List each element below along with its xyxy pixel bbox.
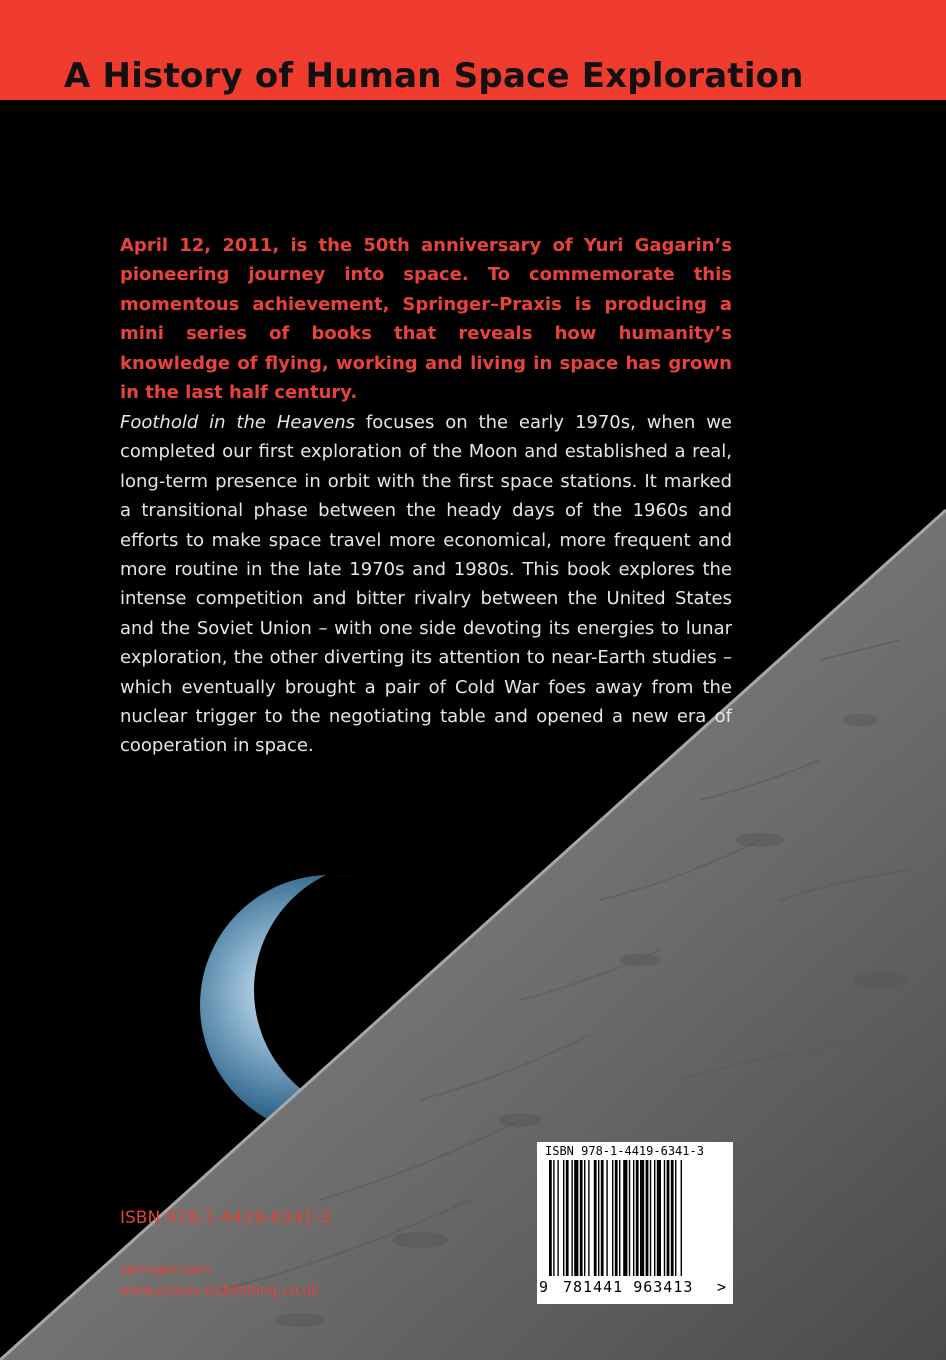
barcode-digits: 781441 963413 bbox=[563, 1278, 694, 1296]
barcode-bar bbox=[675, 1160, 676, 1276]
barcode-bar bbox=[584, 1160, 585, 1276]
series-title: A History of Human Space Exploration bbox=[64, 56, 804, 96]
description-text: focuses on the early 1970s, when we completed our first exploration of the Moon and established a real, long-term presence in orbit with the first space stations. It marked a transitional phase between the heady days of the 1960s and efforts to make space travel more economical, more frequent and more routine in the late 1970s and 1980s. This book explores the intense competition and bitter rivalry between the United States and the Soviet Union – with one side devoting its energies to lunar exploration, the other diverting its attention to near-Earth studies – which eventually brought a pair of Cold War foes away from the nuclear trigger to the negotiating table and opened a new era of cooperation in space. bbox=[120, 412, 732, 757]
description-paragraph bbox=[120, 408, 732, 761]
barcode-bar bbox=[646, 1160, 649, 1276]
barcode-bar bbox=[571, 1160, 572, 1276]
barcode-bar bbox=[629, 1160, 630, 1276]
barcode-bar bbox=[667, 1160, 670, 1276]
barcode-bar bbox=[574, 1160, 578, 1276]
barcode-bar bbox=[681, 1160, 682, 1276]
barcode-bar bbox=[633, 1160, 634, 1276]
barcode-bar bbox=[553, 1160, 554, 1276]
barcode-bar bbox=[671, 1160, 674, 1276]
barcode-bar bbox=[557, 1160, 558, 1276]
barcode-bar bbox=[601, 1160, 604, 1276]
barcode-bar bbox=[612, 1160, 613, 1276]
barcode-bar bbox=[623, 1160, 627, 1276]
publisher-url-praxis: www.praxis-publishing.co.uk bbox=[120, 1283, 320, 1299]
barcode-bar bbox=[619, 1160, 620, 1276]
barcode-bar bbox=[640, 1160, 644, 1276]
barcode-bar bbox=[549, 1160, 552, 1276]
barcode-bar bbox=[580, 1160, 583, 1276]
barcode-bar bbox=[650, 1160, 651, 1276]
barcode-label: ISBN 978-1-4419-6341-3 bbox=[545, 1144, 704, 1158]
barcode-bar bbox=[594, 1160, 597, 1276]
barcode-bar bbox=[563, 1160, 564, 1276]
barcode-bar bbox=[588, 1160, 589, 1276]
isbn-text: ISBN 978-1-4419-6341-3 bbox=[120, 1208, 331, 1228]
book-title: Foothold in the Heavens bbox=[120, 412, 355, 433]
barcode-bar bbox=[636, 1160, 639, 1276]
isbn-barcode bbox=[537, 1142, 733, 1304]
barcode-bar bbox=[566, 1160, 569, 1276]
barcode-bar bbox=[664, 1160, 665, 1276]
publisher-url-springer: springer.com bbox=[120, 1262, 212, 1278]
barcode-lead-digit: 9 bbox=[539, 1278, 549, 1296]
barcode-arrow: > bbox=[717, 1278, 727, 1296]
barcode-bar bbox=[657, 1160, 661, 1276]
intro-paragraph: April 12, 2011, is the 50th anniversary of Yuri Gagarin’s pioneering journey into space. To commemorate this momentous achievement, Springer–Praxis is producing a mini series of books that reveals how humanity’s knowledge of flying, working and living in space has grown in the last half century. bbox=[120, 235, 732, 404]
barcode-bar bbox=[654, 1160, 655, 1276]
barcode-bar bbox=[598, 1160, 599, 1276]
barcode-bars bbox=[549, 1160, 725, 1276]
barcode-bar bbox=[615, 1160, 618, 1276]
barcode-bar bbox=[606, 1160, 607, 1276]
